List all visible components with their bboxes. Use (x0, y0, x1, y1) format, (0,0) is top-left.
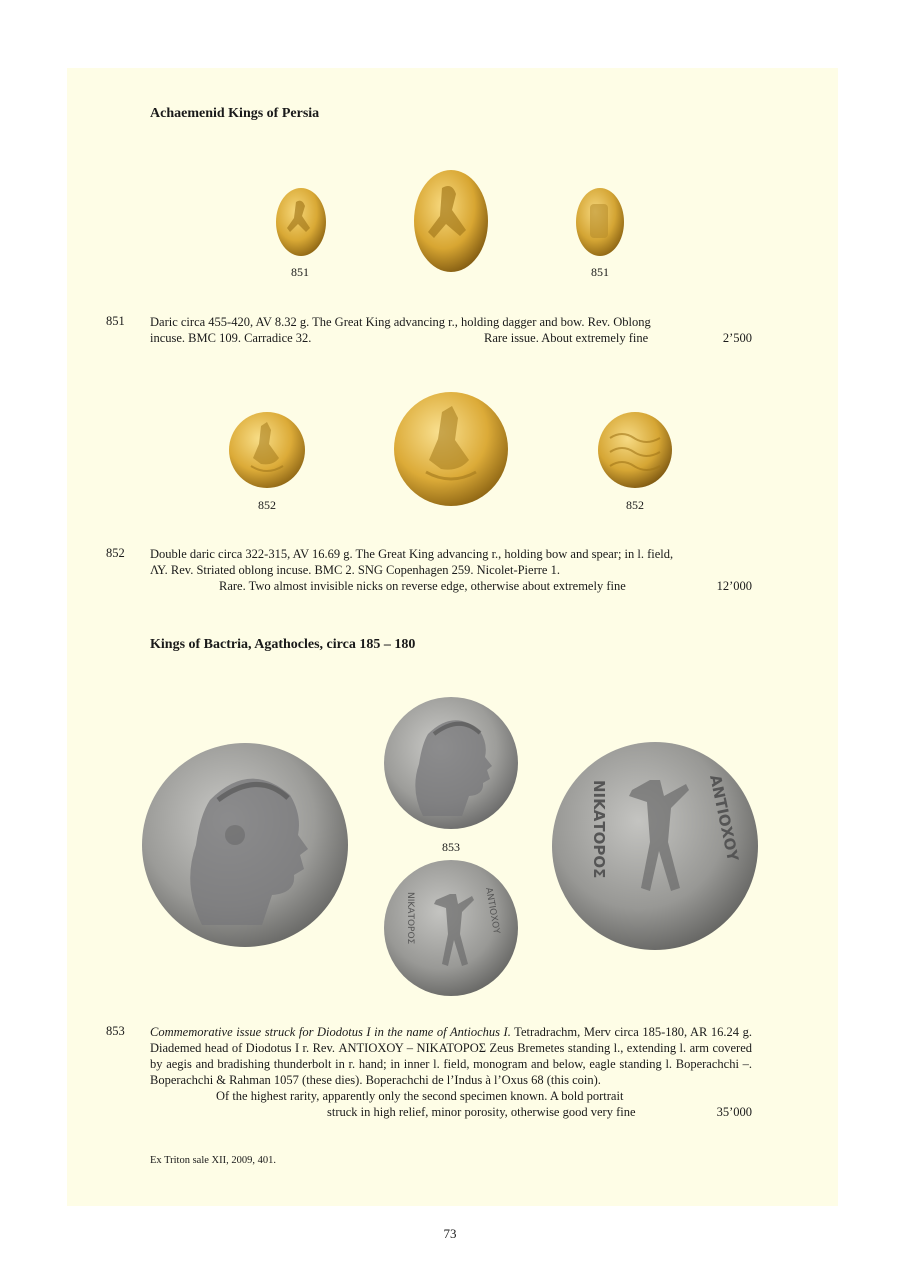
coin-853-legend-right: ΑΝΤΙΟΧΟΥ (706, 773, 742, 863)
lot-853-body: Tetradrachm, Merv circa 185-180, AR 16.24 g. Diademed head of Diodotus I r. Rev. ΑΝΤΙΟΧΟΥ – ΝΙΚΑΤΟΡΟΣ Zeus Bremetes standing l., extending l. arm covered by aegis and bradishing thunderbolt in r. hand; in inner l. field, monogram and below, eagle standing l. Boperachchi –. Boperachchi & Rahman 1057 (these dies). Boperachchi de l’Indus à l’Oxus 68 (this coin). (150, 1025, 752, 1087)
coin-853-small-legend-right: ΑΝΤΙΟΧΟΥ (483, 886, 502, 935)
coin-852-obverse-small (227, 410, 307, 490)
caption-852-right: 852 (626, 498, 644, 512)
coin-853-reverse-large (550, 740, 760, 952)
lot-853-condition-2: struck in high relief, minor porosity, otherwise good very fine (327, 1105, 636, 1119)
lot-description-851 (150, 314, 752, 346)
coin-851-obverse-small (274, 186, 328, 258)
lot-853-condition-1: Of the highest rarity, apparently only the second specimen known. A bold portrait (216, 1089, 624, 1103)
lot-number-853: 853 (106, 1024, 125, 1038)
coin-853-legend-left: ΝΙΚΑΤΟΡΟΣ (590, 780, 608, 879)
lot-853-condition-line1 (150, 1088, 752, 1104)
coin-853-small-legend-left: ΝΙΚΑΤΟΡΟΣ (405, 892, 415, 945)
lot-852-estimate: 12’000 (716, 579, 752, 593)
lot-851-estimate: 2’500 (722, 331, 752, 345)
lot-number-851: 851 (106, 314, 125, 328)
section-heading-bactria: Kings of Bactria, Agathocles, circa 185 – 180 (150, 637, 416, 652)
lot-852-condition: Rare. Two almost invisible nicks on reverse edge, otherwise about extremely fine (219, 579, 626, 593)
lot-852-line3 (150, 578, 752, 594)
lot-851-line2 (150, 330, 752, 346)
lot-description-853 (150, 1024, 752, 1120)
lot-853-description (150, 1024, 752, 1088)
caption-851-right: 851 (591, 265, 609, 279)
lot-number-852: 852 (106, 546, 125, 560)
lot-851-refs: incuse. BMC 109. Carradice 32. (150, 331, 312, 345)
lot-852-line1: Double daric circa 322-315, AV 16.69 g. The Great King advancing r., holding bow and spear; in l. field, (150, 547, 674, 561)
coin-852-reverse (596, 410, 674, 490)
lot-851-condition: Rare issue. About extremely fine (484, 331, 649, 345)
section-heading-achaemenid: Achaemenid Kings of Persia (150, 106, 320, 121)
lot-853-estimate: 35’000 (716, 1105, 752, 1119)
coin-851-reverse (574, 186, 626, 258)
lot-853-provenance: Ex Triton sale XII, 2009, 401. (150, 1155, 276, 1166)
coin-853-obverse-small (382, 694, 520, 832)
lot-851-line1: Daric circa 455-420, AV 8.32 g. The Great King advancing r., holding dagger and bow. Rev. Oblong (150, 315, 651, 329)
coin-853-obverse-large (140, 740, 350, 950)
coin-852-obverse-large (392, 390, 510, 508)
coin-851-obverse-large (412, 168, 490, 274)
page-number: 73 (443, 1226, 457, 1241)
coin-853-reverse-small (382, 858, 520, 998)
lot-852-line2: ΛΥ. Rev. Striated oblong incuse. BMC 2. SNG Copenhagen 259. Nicolet-Pierre 1. (150, 563, 560, 577)
lot-853-condition-line2 (150, 1104, 752, 1120)
caption-851-left: 851 (291, 265, 309, 279)
lot-853-title: Commemorative issue struck for Diodotus I in the name of Antiochus I. (150, 1025, 511, 1039)
lot-description-852 (150, 546, 752, 594)
caption-853: 853 (442, 840, 460, 854)
caption-852-left: 852 (258, 498, 276, 512)
